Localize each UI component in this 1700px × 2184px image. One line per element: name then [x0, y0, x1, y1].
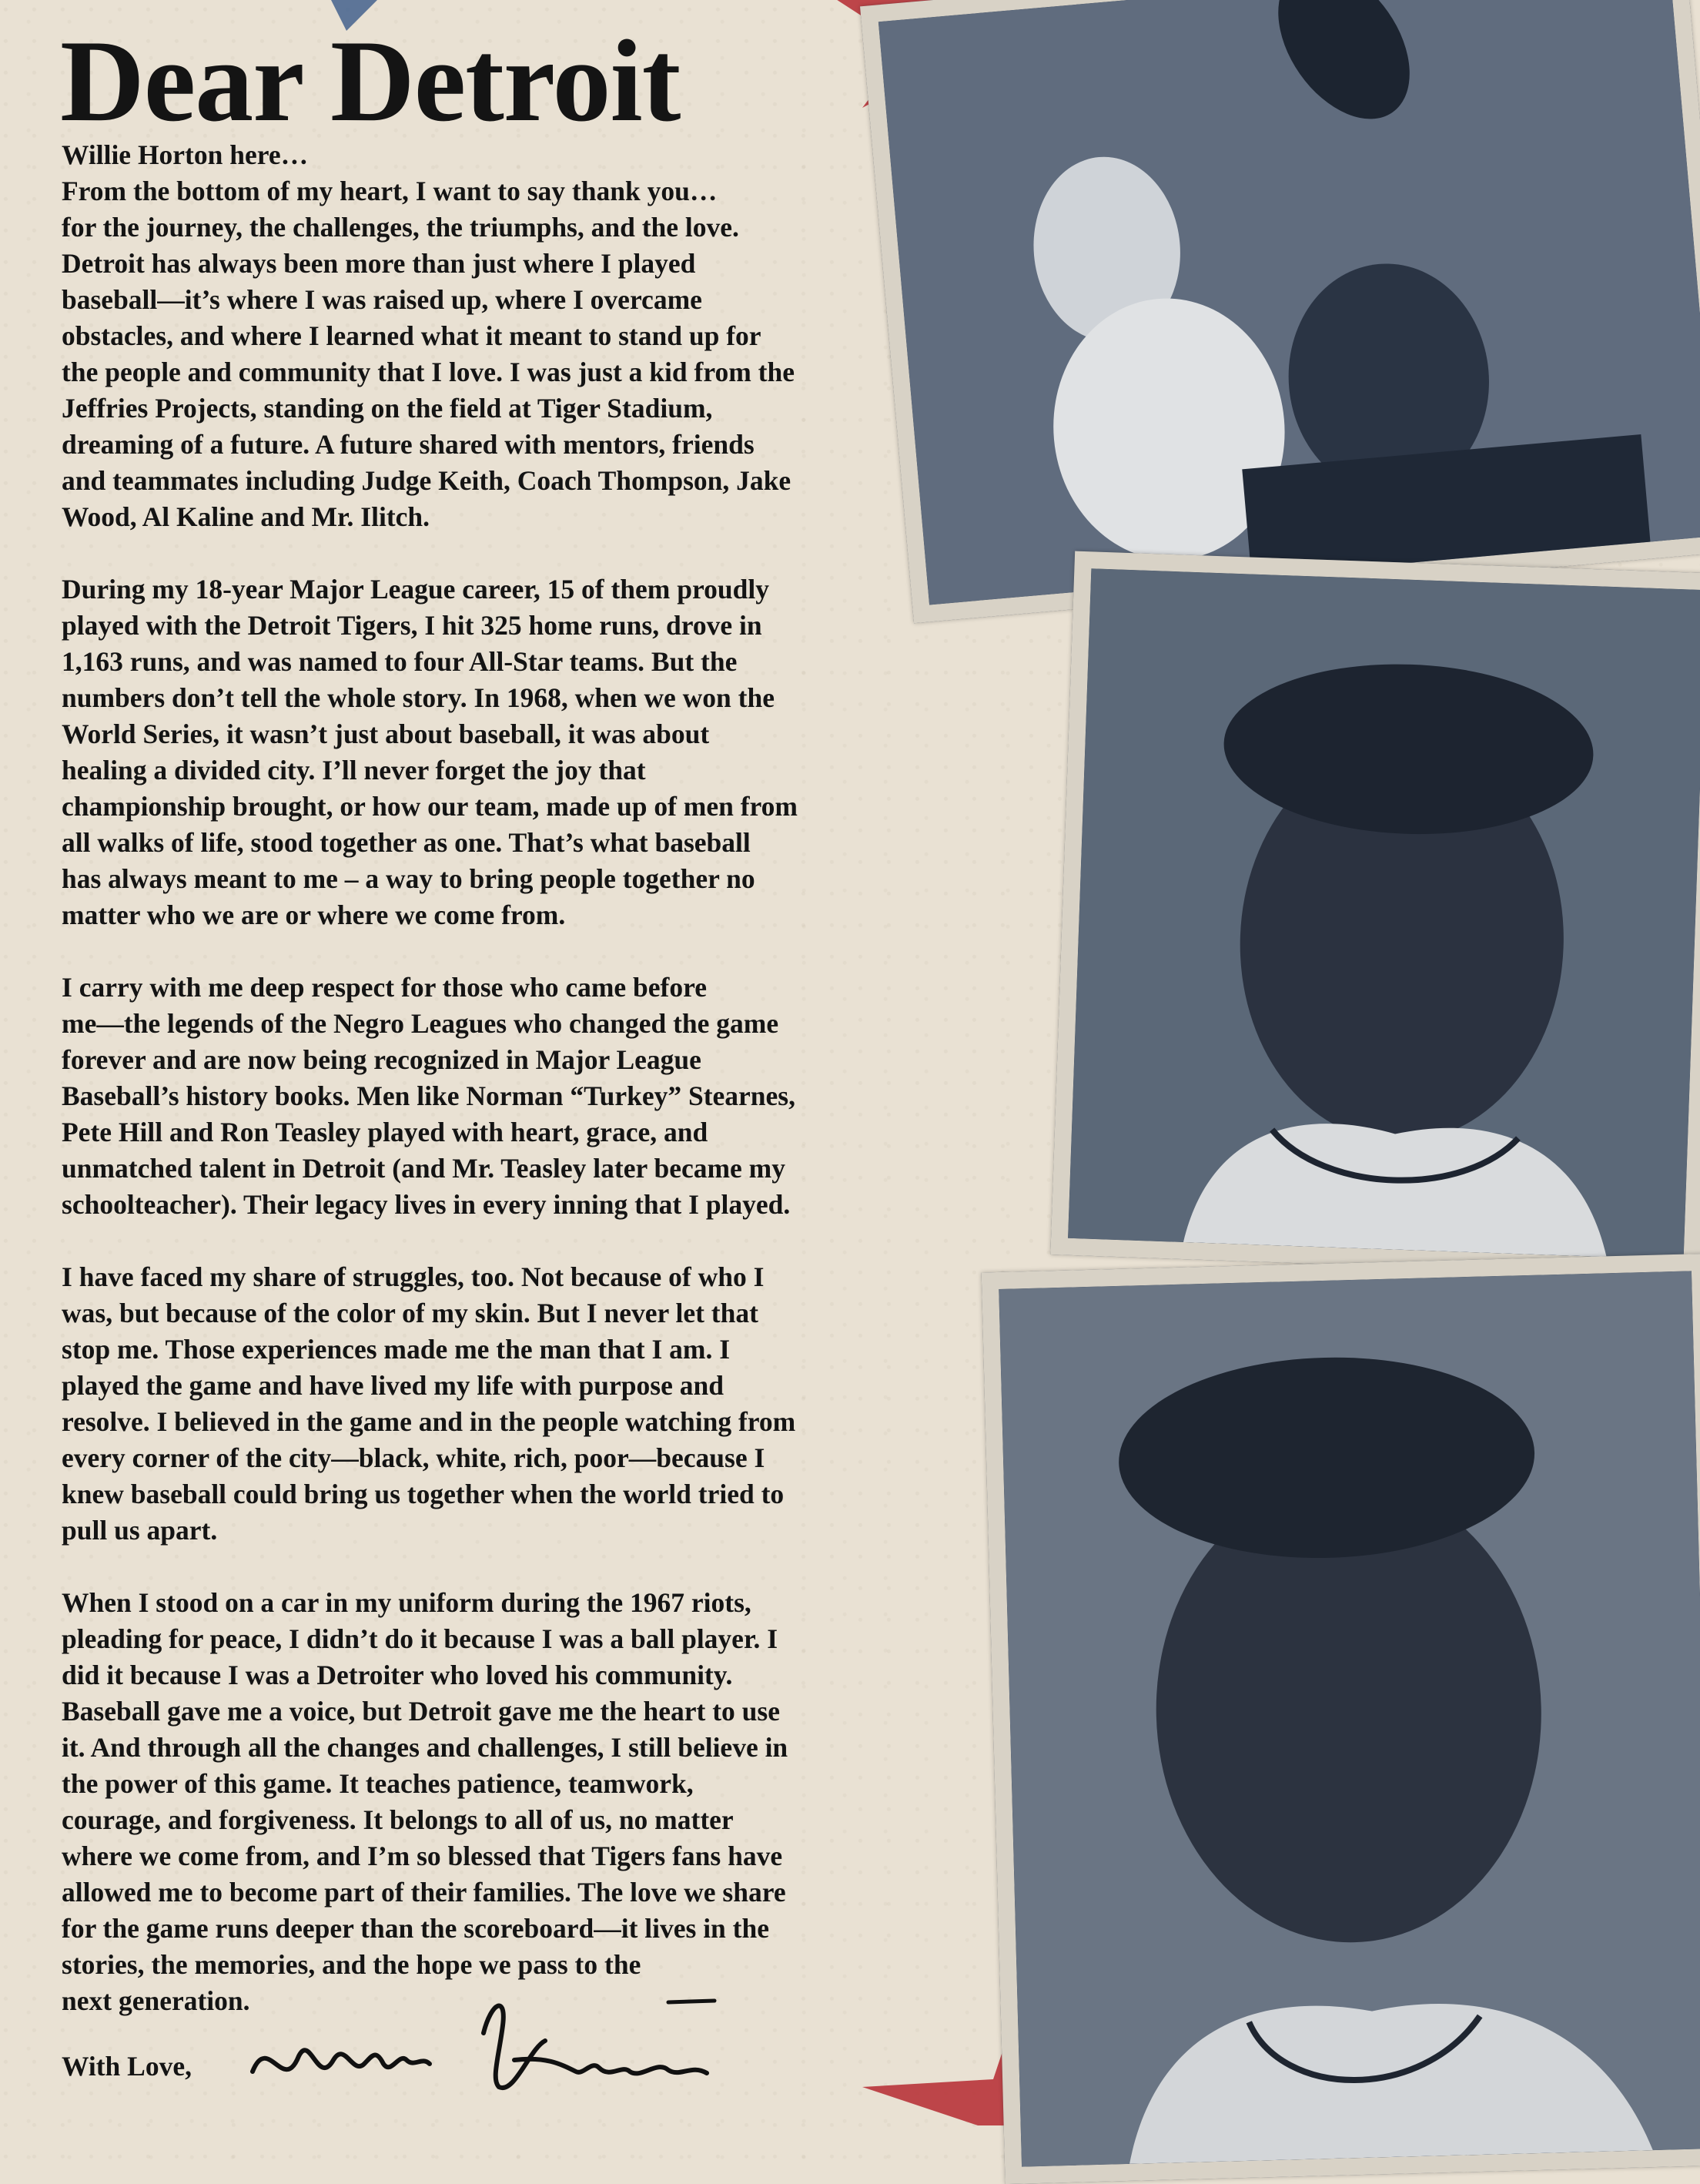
closing-text: With Love,	[62, 2051, 192, 2082]
letter-paragraph: I carry with me deep respect for those who came before me—the legends of the Negro Leagues who changed the game forever and are now being recognized in Major League Baseball’s history books. Men like Norman “Turkey” Stearnes, Pete Hill and Ron Teasley played with heart, grace, and unmatched talent in Detroit (and Mr. Teasley later became my schoolteacher). Their legacy lives in every inning that I played.	[62, 972, 795, 1220]
letter-paragraph: During my 18-year Major League career, 15 of them proudly played with the Detroit Tigers, I hit 325 home runs, drove in 1,163 runs, and was named to four All-Star teams. But the numbers don’t tell the whole story. In 1968, when we won the World Series, it wasn’t just about baseball, it was about healing a divided city. I’ll never forget the joy that championship brought, or how our team, made up of men from all walks of life, stood together as one. That’s what baseball has always meant to me – a way to bring people together no matter who we are or where we come from.	[62, 574, 798, 930]
letter-paragraph: I have faced my share of struggles, too. Not because of who I was, but because of the color of my skin. But I never let that stop me. Those experiences made me the man that I am. I played the game and have lived my life with purpose and resolve. I believed in the game and in the people watching from every corner of the city—black, white, rich, poor—because I knew baseball could bring us together when the world tried to pull us apart.	[62, 1261, 796, 1546]
portrait-photo-smiling	[982, 1254, 1700, 2184]
portrait-photo-cap	[1050, 551, 1700, 1278]
letter-body	[62, 137, 924, 2055]
celebration-photo	[860, 0, 1700, 623]
letter-paragraph: When I stood on a car in my uniform during the 1967 riots, pleading for peace, I didn’t do it because I was a ball player. I did it because I was a Detroiter who loved his community. Baseball gave me a voice, but Detroit gave me the heart to use it. And through all the changes and challenges, I still believe in the power of this game. It teaches patience, teamwork, courage, and forgiveness. It belongs to all of us, no matter where we come from, and I’m so blessed that Tigers fans have allowed me to become part of their families. The love we share for the game runs deeper than the scoreboard—it lives in the stories, the memories, and the hope we pass to the next generation.	[62, 1587, 788, 2016]
letter-paragraph: Willie Horton here… From the bottom of my heart, I want to say thank you… for the journey, the challenges, the triumphs, and the love. Detroit has always been more than just where I played baseball—it’s where I was raised up, where I overcame obstacles, and where I learned what it meant to stand up for the people and community that I love. I was just a kid from the Jeffries Projects, standing on the field at Tiger Stadium, dreaming of a future. A future shared with mentors, friends and teammates including Judge Keith, Coach Thompson, Jake Wood, Al Kaline and Mr. Ilitch.	[62, 139, 795, 532]
handwritten-signature	[237, 1987, 776, 2102]
page-title: Dear Detroit	[60, 16, 681, 146]
